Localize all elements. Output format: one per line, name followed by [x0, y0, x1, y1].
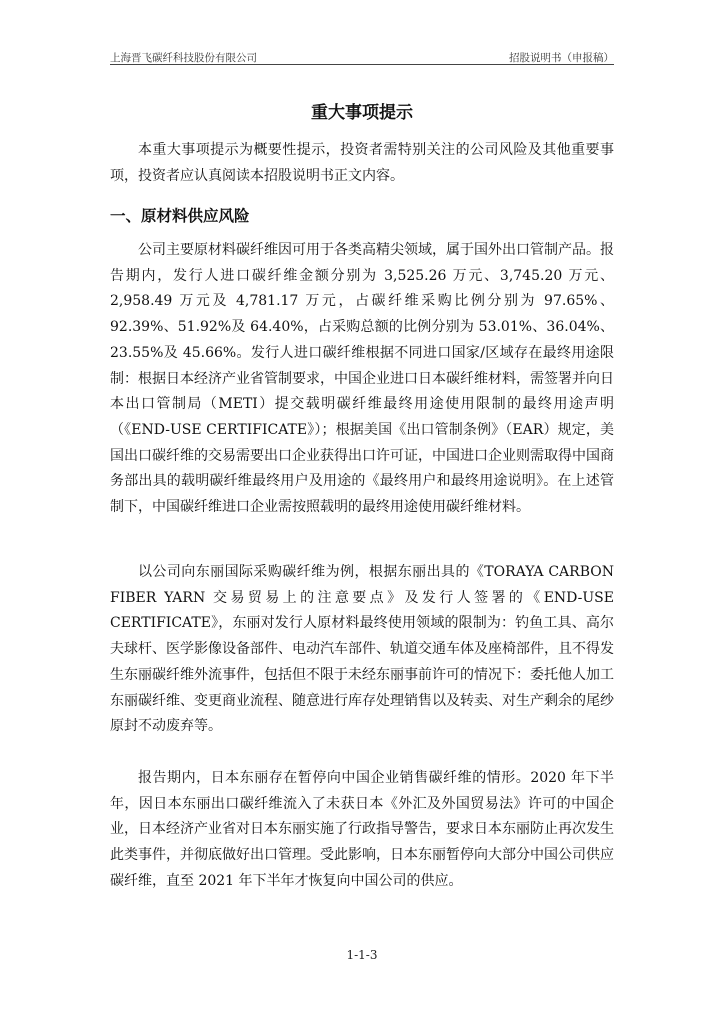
- section-heading: 一、原材料供应风险: [110, 207, 250, 225]
- page-number: 1-1-3: [346, 948, 378, 962]
- body-paragraph-1: 公司主要原材料碳纤维因可用于各类高精尖领域，属于国外出口管制产品。报告期内，发行人进口碳纤维金额分别为 3,525.26 万元、3,745.20 万元、2,958.49 万元及 4,781.17 万元，占碳纤维采购比例分别为 97.65%、92.39%、51.92%及 64.40%，占采购总额的比例分别为 53.01%、36.04%、23.55%及 45.66%。发行人进口碳纤维根据不同进口国家/区域存在最终用途限制：根据日本经济产业省管制要求，中国企业进口日本碳纤维材料，需签署并向日本出口管制局（METI）提交载明碳纤维最终用途使用限制的最终用途声明（《END-USE CERTIFICATE》）；根据美国《出口管制条例》（EAR）规定，美国出口碳纤维的交易需要出口企业获得出口许可证，中国进口企业则需取得中国商务部出具的载明碳纤维最终用户及用途的《最终用户和最终用途说明》。在上述管制下，中国碳纤维进口企业需按照载明的最终用途使用碳纤维材料。: [110, 242, 614, 516]
- header-divider: [110, 64, 614, 65]
- body-paragraph-2: 以公司向东丽国际采购碳纤维为例，根据东丽出具的《TORAYA CARBON FIBER YARN 交易贸易上的注意要点》及发行人签署的《END-USE CERTIFICATE》，东丽对发行人原材料最终使用领域的限制为：钓鱼工具、高尔夫球杆、医学影像设备部件、电动汽车部件、轨道交通车体及座椅部件，且不得发生东丽碳纤维外流事件，包括但不限于未经东丽事前许可的情况下：委托他人加工东丽碳纤维、变更商业流程、随意进行库存处理销售以及转卖、对生产剩余的尾纱原封不动废弃等。: [110, 564, 614, 735]
- header-doc-type: 招股说明书（申报稿）: [509, 52, 614, 64]
- body-paragraph-3: 报告期内，日本东丽存在暂停向中国企业销售碳纤维的情形。2020 年下半年，因日本东丽出口碳纤维流入了未获日本《外汇及外国贸易法》许可的中国企业，日本经济产业省对日本东丽实施了行政指导警告，要求日本东丽防止再次发生此类事件，并彻底做好出口管理。受此影响，日本东丽暂停向大部分中国公司供应碳纤维，直至 2021 年下半年才恢复向中国公司的供应。: [110, 770, 614, 889]
- intro-paragraph: 本重大事项提示为概要性提示，投资者需特别关注的公司风险及其他重要事项，投资者应认真阅读本招股说明书正文内容。: [110, 142, 614, 184]
- page-title: 重大事项提示: [311, 103, 413, 123]
- header-company: 上海晋飞碳纤科技股份有限公司: [110, 52, 257, 64]
